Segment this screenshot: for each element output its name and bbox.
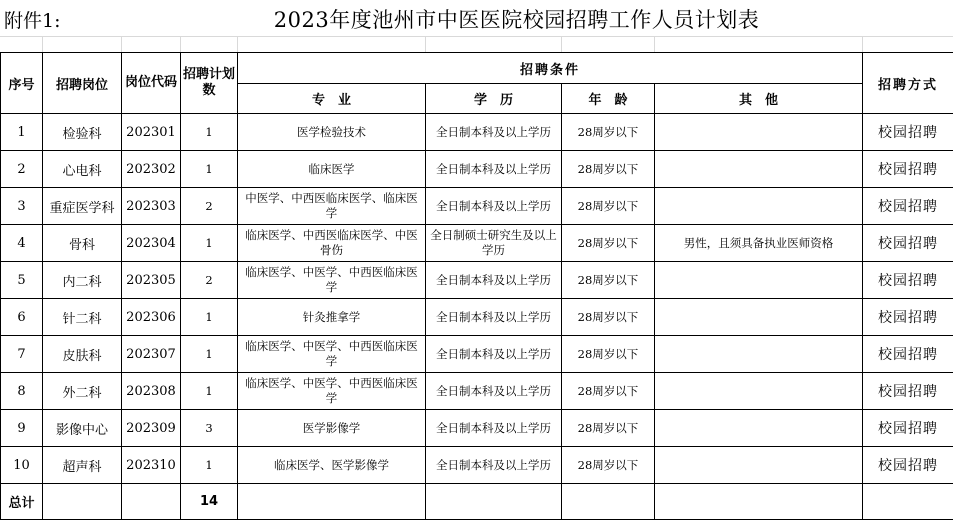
row-position: 内二科: [43, 262, 122, 299]
row-other: 男性，且须具备执业医师资格: [655, 225, 863, 262]
row-age: 28周岁以下: [562, 410, 655, 447]
header-other: 其 他: [655, 84, 863, 114]
table-row: [1, 299, 953, 336]
total-empty-cell: [426, 484, 562, 520]
row-count: 2: [181, 188, 238, 225]
page-title: 2023年度池州市中医医院校园招聘工作人员计划表: [273, 8, 760, 32]
row-method: 校园招聘: [863, 447, 953, 484]
row-major: 医学影像学: [238, 410, 426, 447]
row-count: 1: [181, 225, 238, 262]
total-empty-cell: [238, 484, 426, 520]
title-row: [0, 0, 953, 36]
row-position: 影像中心: [43, 410, 122, 447]
table-row: [1, 114, 953, 151]
header-education: 学 历: [426, 84, 562, 114]
total-empty-cell: [43, 484, 122, 520]
row-seq: 8: [1, 373, 43, 410]
row-position: 重症医学科: [43, 188, 122, 225]
row-age: 28周岁以下: [562, 225, 655, 262]
row-major: 临床医学、中医学、中西医临床医学: [238, 336, 426, 373]
empty-row-gridline: [42, 36, 43, 52]
row-seq: 1: [1, 114, 43, 151]
row-code: 202306: [122, 299, 181, 336]
row-method: 校园招聘: [863, 188, 953, 225]
row-age: 28周岁以下: [562, 151, 655, 188]
row-major: 针灸推拿学: [238, 299, 426, 336]
row-count: 1: [181, 373, 238, 410]
row-count: 1: [181, 151, 238, 188]
row-method: 校园招聘: [863, 262, 953, 299]
row-education: 全日制本科及以上学历: [426, 447, 562, 484]
row-seq: 4: [1, 225, 43, 262]
table-row: [1, 262, 953, 299]
row-other: [655, 262, 863, 299]
empty-row-gridline: [180, 36, 181, 52]
row-method: 校园招聘: [863, 373, 953, 410]
total-empty-cell: [122, 484, 181, 520]
empty-row-gridline: [862, 36, 863, 52]
header-seq: 序号: [1, 53, 43, 114]
row-count: 1: [181, 114, 238, 151]
row-count: 1: [181, 447, 238, 484]
total-empty-cell: [562, 484, 655, 520]
table-row: [1, 336, 953, 373]
row-age: 28周岁以下: [562, 373, 655, 410]
empty-row-top-border: [0, 36, 953, 37]
row-major: 中医学、中西医临床医学、临床医学: [238, 188, 426, 225]
header-count: 招聘计划数: [181, 53, 238, 114]
row-age: 28周岁以下: [562, 447, 655, 484]
table-row: [1, 373, 953, 410]
row-education: 全日制硕士研究生及以上学历: [426, 225, 562, 262]
row-seq: 3: [1, 188, 43, 225]
row-method: 校园招聘: [863, 336, 953, 373]
row-education: 全日制本科及以上学历: [426, 410, 562, 447]
table-row: [1, 410, 953, 447]
row-position: 骨科: [43, 225, 122, 262]
total-label: 总计: [1, 484, 43, 520]
row-code: 202305: [122, 262, 181, 299]
header-method: 招聘方式: [863, 53, 953, 114]
row-education: 全日制本科及以上学历: [426, 151, 562, 188]
row-major: 临床医学、医学影像学: [238, 447, 426, 484]
row-education: 全日制本科及以上学历: [426, 373, 562, 410]
row-education: 全日制本科及以上学历: [426, 336, 562, 373]
row-education: 全日制本科及以上学历: [426, 188, 562, 225]
row-code: 202304: [122, 225, 181, 262]
empty-row-gridline: [425, 36, 426, 52]
row-method: 校园招聘: [863, 410, 953, 447]
row-code: 202307: [122, 336, 181, 373]
empty-row-gridline: [237, 36, 238, 52]
row-major: 临床医学、中医学、中西医临床医学: [238, 262, 426, 299]
table-body: [1, 114, 953, 484]
row-seq: 5: [1, 262, 43, 299]
row-position: 超声科: [43, 447, 122, 484]
row-code: 202308: [122, 373, 181, 410]
row-count: 1: [181, 336, 238, 373]
row-major: 医学检验技术: [238, 114, 426, 151]
total-count: 14: [181, 484, 238, 520]
row-other: [655, 114, 863, 151]
row-age: 28周岁以下: [562, 336, 655, 373]
recruitment-plan-table: [0, 52, 953, 520]
header-row-1: [1, 53, 953, 84]
total-row: [1, 484, 953, 520]
table-row: [1, 151, 953, 188]
row-code: 202302: [122, 151, 181, 188]
table-row: [1, 447, 953, 484]
attachment-label: 附件1:: [4, 10, 61, 32]
header-code: 岗位代码: [122, 53, 181, 114]
row-seq: 10: [1, 447, 43, 484]
row-method: 校园招聘: [863, 299, 953, 336]
row-seq: 9: [1, 410, 43, 447]
row-code: 202301: [122, 114, 181, 151]
row-other: [655, 410, 863, 447]
row-count: 1: [181, 299, 238, 336]
row-age: 28周岁以下: [562, 299, 655, 336]
row-position: 针二科: [43, 299, 122, 336]
empty-row-gridline: [121, 36, 122, 52]
row-other: [655, 188, 863, 225]
row-age: 28周岁以下: [562, 114, 655, 151]
row-method: 校园招聘: [863, 225, 953, 262]
row-major: 临床医学: [238, 151, 426, 188]
row-position: 心电科: [43, 151, 122, 188]
header-conditions: 招聘条件: [238, 53, 863, 84]
row-education: 全日制本科及以上学历: [426, 262, 562, 299]
row-major: 临床医学、中医学、中西医临床医学: [238, 373, 426, 410]
row-code: 202303: [122, 188, 181, 225]
row-method: 校园招聘: [863, 114, 953, 151]
row-other: [655, 151, 863, 188]
row-education: 全日制本科及以上学历: [426, 299, 562, 336]
row-position: 皮肤科: [43, 336, 122, 373]
row-other: [655, 447, 863, 484]
row-age: 28周岁以下: [562, 188, 655, 225]
row-position: 外二科: [43, 373, 122, 410]
row-other: [655, 336, 863, 373]
table-row: [1, 225, 953, 262]
total-empty-cell: [863, 484, 953, 520]
header-major: 专 业: [238, 84, 426, 114]
row-other: [655, 299, 863, 336]
row-code: 202310: [122, 447, 181, 484]
row-seq: 2: [1, 151, 43, 188]
empty-row-gridline: [561, 36, 562, 52]
row-code: 202309: [122, 410, 181, 447]
row-seq: 6: [1, 299, 43, 336]
total-empty-cell: [655, 484, 863, 520]
row-age: 28周岁以下: [562, 262, 655, 299]
empty-row-gridline: [654, 36, 655, 52]
row-major: 临床医学、中西医临床医学、中医骨伤: [238, 225, 426, 262]
header-position: 招聘岗位: [43, 53, 122, 114]
header-age: 年 龄: [562, 84, 655, 114]
row-count: 2: [181, 262, 238, 299]
table-row: [1, 188, 953, 225]
row-other: [655, 373, 863, 410]
row-position: 检验科: [43, 114, 122, 151]
row-method: 校园招聘: [863, 151, 953, 188]
row-count: 3: [181, 410, 238, 447]
row-education: 全日制本科及以上学历: [426, 114, 562, 151]
row-seq: 7: [1, 336, 43, 373]
